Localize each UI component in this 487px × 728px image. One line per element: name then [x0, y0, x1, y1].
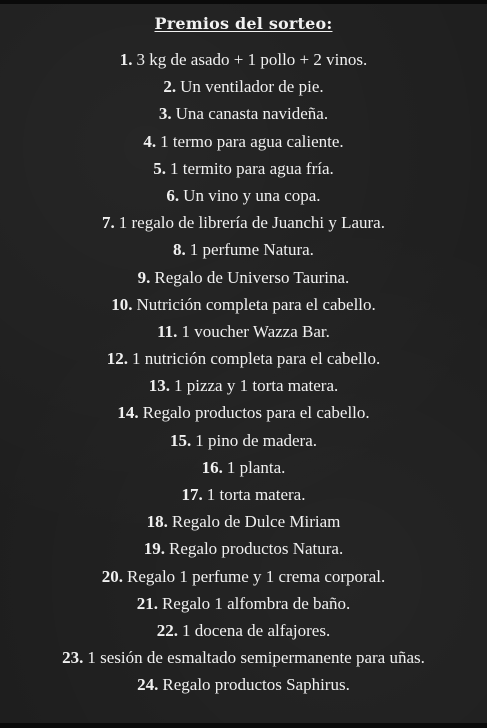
prize-number: 6.	[166, 185, 180, 205]
prize-number: 4.	[143, 131, 157, 151]
list-item	[0, 508, 487, 535]
prize-text: 1 nutrición completa para el cabello.	[131, 349, 381, 369]
list-item	[0, 291, 487, 318]
list-item	[0, 563, 487, 590]
prize-text: Un ventilador de pie.	[180, 77, 324, 97]
prize-number: 24.	[137, 675, 159, 695]
list-item	[0, 182, 487, 209]
prize-text: Una canasta navideña.	[175, 104, 329, 124]
prize-text: Regalo productos Saphirus.	[162, 675, 350, 695]
prize-text: 1 planta.	[226, 457, 286, 477]
list-item	[0, 481, 487, 508]
prize-number: 16.	[201, 457, 223, 477]
prize-text: Regalo productos para el cabello.	[142, 403, 370, 423]
prize-text: 1 pino de madera.	[195, 430, 318, 450]
prize-number: 5.	[153, 158, 166, 178]
prize-number: 22.	[156, 620, 179, 640]
prize-number: 11.	[157, 321, 178, 341]
prize-number: 21.	[136, 593, 158, 613]
list-item	[0, 590, 487, 617]
prize-text: 3 kg de asado + 1 pollo + 2 vinos.	[136, 50, 368, 69]
prize-text: 1 perfume Natura.	[189, 240, 314, 260]
list-item	[0, 372, 487, 399]
prize-number: 17.	[181, 485, 203, 504]
prize-number: 10.	[111, 294, 133, 314]
prize-number: 12.	[106, 349, 128, 369]
list-item	[0, 264, 487, 291]
list-item	[0, 46, 487, 73]
prize-number: 3.	[158, 104, 172, 124]
list-item	[0, 236, 487, 263]
prize-number: 2.	[163, 77, 177, 97]
prize-text: Regalo 1 perfume y 1 crema corporal.	[127, 566, 386, 586]
list-item	[0, 427, 487, 454]
prize-text: 1 termito para agua fría.	[169, 158, 334, 178]
prize-number: 9.	[137, 267, 151, 287]
list-item	[0, 644, 487, 671]
prize-number: 7.	[102, 213, 115, 233]
prize-number: 15.	[169, 430, 192, 450]
page-title: Premios del sorteo:	[154, 14, 333, 33]
prize-text: Un vino y una copa.	[183, 185, 321, 205]
prize-number: 18.	[146, 512, 168, 532]
prize-number: 23.	[62, 648, 84, 668]
prize-list	[0, 46, 487, 699]
prize-text: 1 torta matera.	[206, 485, 306, 504]
prize-number: 14.	[117, 403, 139, 423]
list-item	[0, 399, 487, 426]
prize-number: 1.	[119, 50, 133, 69]
prize-number: 13.	[148, 376, 170, 396]
list-item	[0, 318, 487, 345]
prize-number: 8.	[173, 240, 186, 260]
prize-number: 20.	[101, 566, 124, 586]
prize-text: Regalo de Dulce Miriam	[171, 512, 341, 532]
list-item	[0, 209, 487, 236]
list-item	[0, 155, 487, 182]
prize-text: 1 regalo de librería de Juanchi y Laura.	[118, 213, 385, 233]
prize-number: 19.	[143, 539, 166, 559]
list-item	[0, 100, 487, 127]
list-item	[0, 671, 487, 698]
prize-text: 1 sesión de esmaltado semipermanente para uñas.	[87, 648, 425, 668]
prize-text: Regalo 1 alfombra de baño.	[161, 593, 351, 613]
list-item	[0, 128, 487, 155]
prize-text: 1 termo para agua caliente.	[160, 131, 344, 151]
list-item	[0, 345, 487, 372]
prize-text: 1 voucher Wazza Bar.	[181, 321, 330, 341]
prize-text: Nutrición completa para el cabello.	[136, 294, 376, 314]
prize-text: 1 docena de alfajores.	[182, 620, 331, 640]
prize-text: Regalo productos Natura.	[169, 539, 344, 559]
list-item	[0, 454, 487, 481]
list-item	[0, 535, 487, 562]
prize-text: Regalo de Universo Taurina.	[154, 267, 350, 287]
list-item	[0, 617, 487, 644]
list-item	[0, 73, 487, 100]
prize-text: 1 pizza y 1 torta matera.	[173, 376, 339, 396]
